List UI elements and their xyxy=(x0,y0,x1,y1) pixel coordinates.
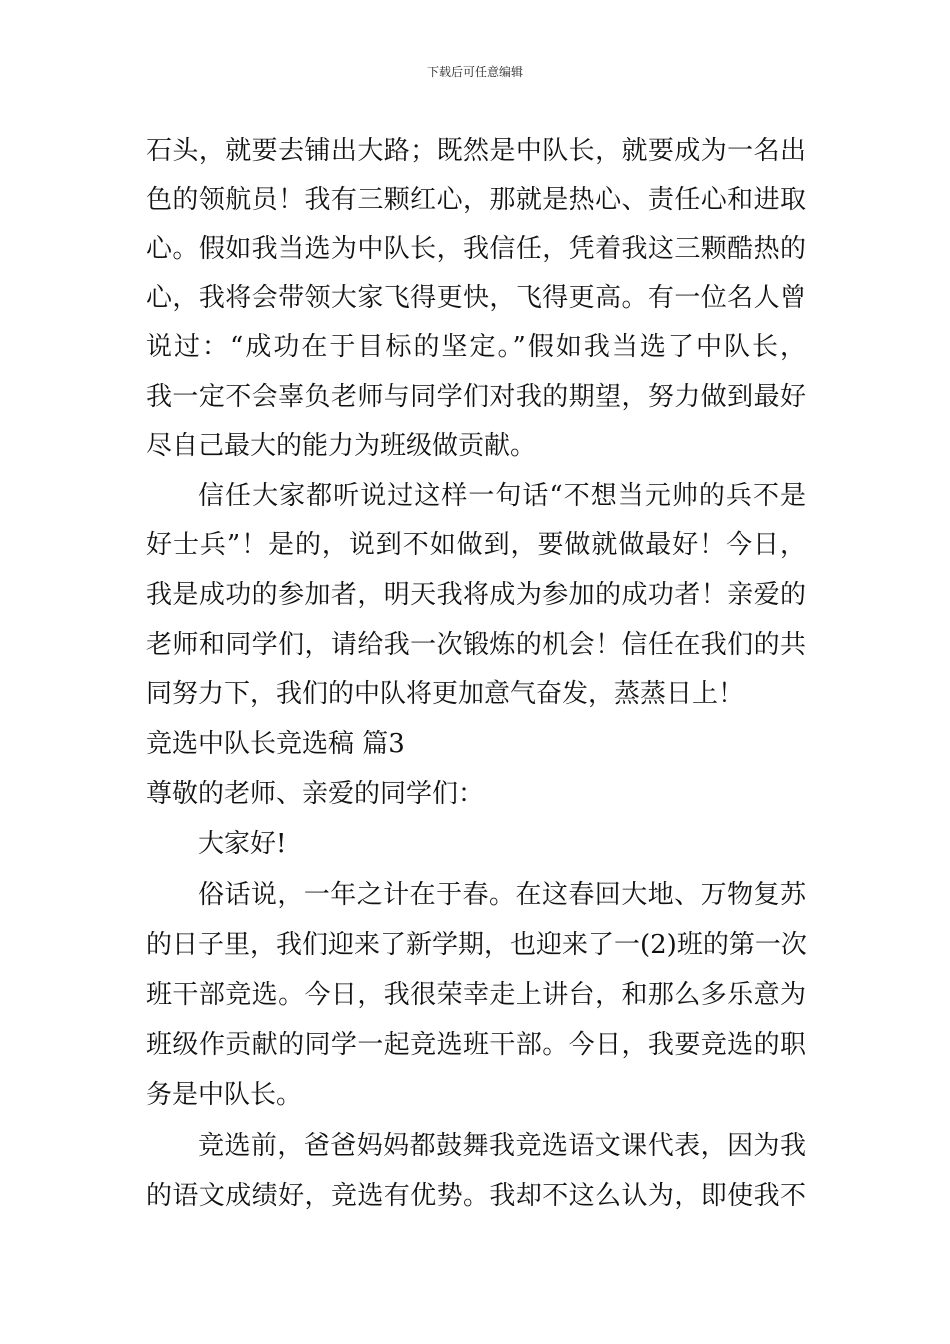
greeting: 大家好! xyxy=(198,829,287,859)
text-line: 石头，就要去铺出大路；既然是中队长，就要成为一名出 xyxy=(146,136,806,166)
text-line: 心。假如我当选为中队长，我信任，凭着我这三颗酷热的 xyxy=(146,234,806,264)
text-line: 俗话说，一年之计在于春。在这春回大地、万物复苏 xyxy=(198,880,806,910)
salutation: 尊敬的老师、亲爱的同学们： xyxy=(146,779,485,809)
section-heading: 竞选中队长竞选稿 篇3 xyxy=(146,729,405,759)
text-line: 同努力下，我们的中队将更加意气奋发，蒸蒸日上！ xyxy=(146,679,745,709)
text-line: 班干部竞选。今日，我很荣幸走上讲台，和那么多乐意为 xyxy=(146,980,806,1010)
text-line: 班级作贡献的同学一起竞选班干部。今日，我要竞选的职 xyxy=(146,1030,806,1060)
text-line: 我一定不会辜负老师与同学们对我的期望，努力做到最好 xyxy=(146,382,806,412)
text-line: 信任大家都听说过这样一句话“不想当元帅的兵不是 xyxy=(198,481,806,511)
text-line: 竞选前，爸爸妈妈都鼓舞我竞选语文课代表，因为我 xyxy=(198,1131,806,1161)
text-line: 色的领航员！我有三颗红心，那就是热心、责任心和进取 xyxy=(146,185,806,215)
text-line: 好士兵”！是的，说到不如做到，要做就做最好！今日， xyxy=(146,530,806,560)
text-line: 心，我将会带领大家飞得更快，飞得更高。有一位名人曾 xyxy=(146,283,806,313)
text-line: 尽自己最大的能力为班级做贡献。 xyxy=(146,431,537,461)
text-line: 的语文成绩好，竞选有优势。我却不这么认为，即使我不 xyxy=(146,1181,806,1211)
text-line: 的日子里，我们迎来了新学期，也迎来了一(2)班的第一次 xyxy=(146,930,807,960)
text-line: 我是成功的参加者，明天我将成为参加的成功者！亲爱的 xyxy=(146,580,806,610)
text-line: 说过：“成功在于目标的坚定。”假如我当选了中队长， xyxy=(146,332,806,362)
page-header: 下载后可任意编辑 xyxy=(426,65,523,79)
text-line: 老师和同学们，请给我一次锻炼的机会！信任在我们的共 xyxy=(146,630,806,660)
text-line: 务是中队长。 xyxy=(146,1080,303,1110)
